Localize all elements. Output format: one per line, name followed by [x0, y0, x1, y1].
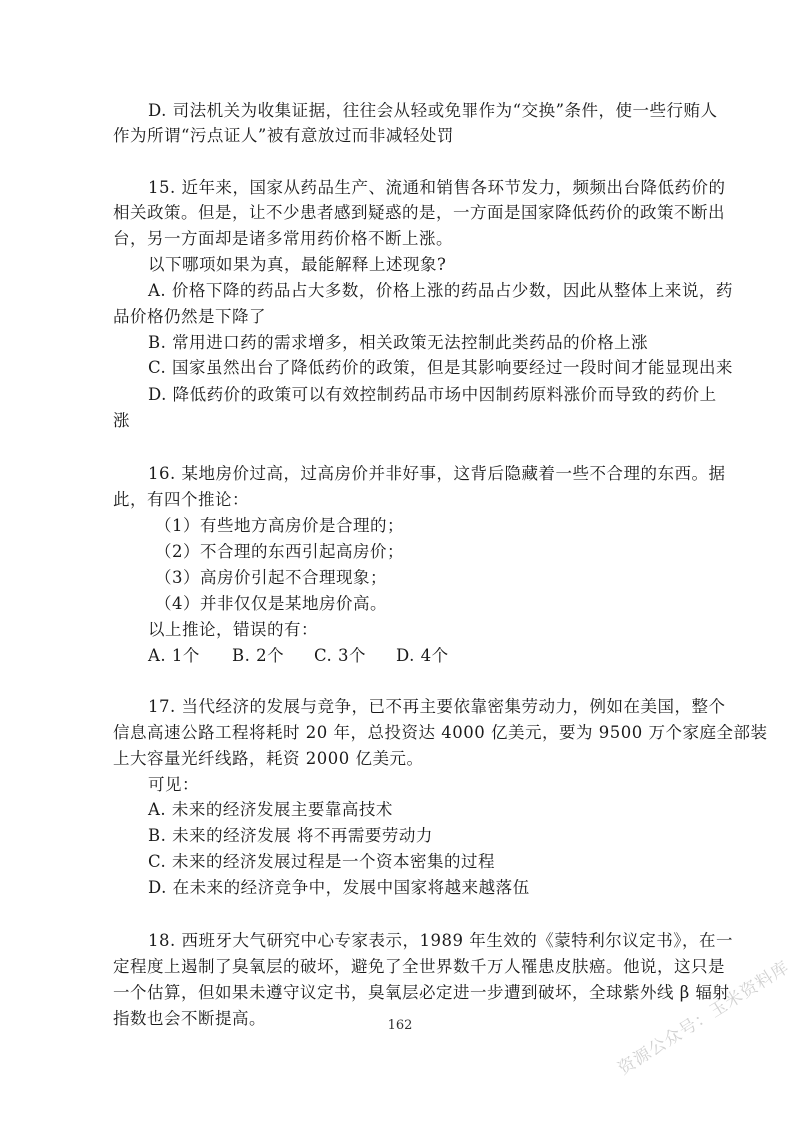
- page-number: 162: [387, 1018, 413, 1033]
- q15-option-c: C. 国家虽然出台了降低药价的政策，但是其影响要经过一段时间才能显现出来: [148, 358, 734, 377]
- q17-stem-line1: 17. 当代经济的发展与竞争，已不再主要依靠密集劳动力，例如在美国，整个: [148, 697, 726, 716]
- q18-stem-line4: 指数也会不断提高。: [113, 1009, 266, 1028]
- q16-stem-line1: 16. 某地房价过高，过高房价并非好事，这背后隐藏着一些不合理的东西。据: [148, 464, 726, 483]
- q17-question: 可见：: [148, 775, 199, 794]
- q15-stem-line1: 15. 近年来，国家从药品生产、流通和销售各环节发力，频频出台降低药价的: [148, 178, 726, 197]
- q14-option-d-line2: 作为所谓“污点证人”被有意放过而非减轻处罚: [113, 126, 454, 145]
- q15-option-a-line2: 品价格仍然是下降了: [113, 307, 266, 326]
- q16-option-c: C. 3个: [314, 646, 367, 665]
- q17-stem-line2: 信息高速公路工程将耗时 20 年，总投资达 4000 亿美元，要为 9500 万个家庭全部装: [113, 723, 768, 742]
- watermark: 资源公众号：玉米资料库: [614, 957, 794, 1080]
- q18-stem-line2: 定程度上遏制了臭氧层的破坏，避免了全世界数千万人罹患皮肤癌。他说，这只是: [113, 957, 725, 976]
- q16-item-3: （3）高房价引起不合理现象；: [155, 568, 387, 587]
- q16-item-1: （1）有些地方高房价是合理的；: [155, 516, 404, 535]
- q15-option-a-line1: A. 价格下降的药品占大多数，价格上涨的药品占少数，因此从整体上来说，药: [148, 281, 733, 300]
- q17-option-a: A. 未来的经济发展主要靠高技术: [148, 800, 393, 819]
- q15-stem-line3: 台，另一方面却是诸多常用药价格不断上涨。: [113, 229, 453, 248]
- q17-option-b: B. 未来的经济发展 将不再需要劳动力: [148, 826, 433, 845]
- q16-option-a: A. 1个: [148, 646, 200, 665]
- q16-option-d: D. 4个: [396, 646, 449, 665]
- q15-option-d-line2: 涨: [113, 411, 130, 430]
- q14-option-d-line1: D. 司法机关为收集证据，往往会从轻或免罪作为“交换”条件，使一些行贿人: [148, 101, 718, 120]
- q16-item-2: （2）不合理的东西引起高房价；: [155, 542, 404, 561]
- q15-stem-line2: 相关政策。但是，让不少患者感到疑惑的是，一方面是国家降低药价的政策不断出: [113, 203, 725, 222]
- q16-options: [148, 646, 449, 666]
- q16-question: 以上推论，错误的有：: [148, 620, 318, 639]
- q17-option-d: D. 在未来的经济竞争中，发展中国家将越来越落伍: [148, 878, 530, 897]
- q15-option-b: B. 常用进口药的需求增多，相关政策无法控制此类药品的价格上涨: [148, 333, 649, 352]
- q16-stem-line2: 此，有四个推论：: [113, 490, 249, 509]
- q17-stem-line3: 上大容量光纤线路，耗资 2000 亿美元。: [113, 749, 424, 768]
- q15-option-d-line1: D. 降低药价的政策可以有效控制药品市场中因制药原料涨价而导致的药价上: [148, 385, 717, 404]
- q16-option-b: B. 2个: [232, 646, 285, 665]
- q18-stem-line3: 一个估算，但如果未遵守议定书，臭氧层必定进一步遭到破坏，全球紫外线 β 辐射: [113, 983, 730, 1002]
- q17-option-c: C. 未来的经济发展过程是一个资本密集的过程: [148, 852, 496, 871]
- q16-item-4: （4）并非仅仅是某地房价高。: [155, 594, 387, 613]
- q15-question: 以下哪项如果为真，最能解释上述现象?: [148, 255, 447, 274]
- q18-stem-line1: 18. 西班牙大气研究中心专家表示，1989 年生效的《蒙特利尔议定书》，在一: [148, 931, 733, 950]
